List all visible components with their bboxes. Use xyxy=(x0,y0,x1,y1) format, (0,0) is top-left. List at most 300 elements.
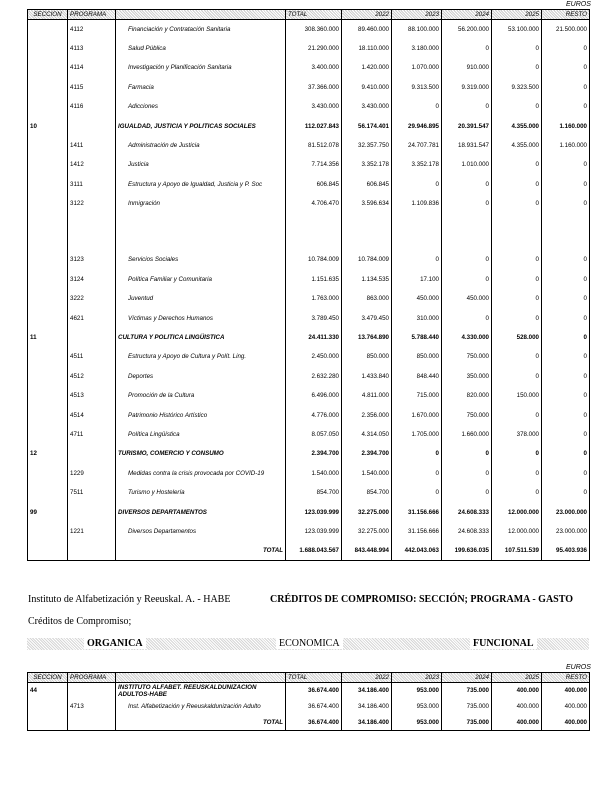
value-y2022: 13.764.890 xyxy=(342,328,392,347)
total-y2024: 735.000 xyxy=(442,715,492,731)
value-y2022: 2.356.000 xyxy=(342,405,392,424)
section-code xyxy=(28,39,68,58)
program-code: 3222 xyxy=(68,289,116,308)
value-y2022: 1.134.535 xyxy=(342,270,392,289)
value-total: 3.789.450 xyxy=(286,308,342,327)
section-name: IGUALDAD, JUSTICIA Y POLITICAS SOCIALES xyxy=(116,116,286,135)
value-y2025: 0 xyxy=(492,367,542,386)
program-code: 1411 xyxy=(68,136,116,155)
total-y2024: 199.636.035 xyxy=(442,541,492,560)
program-row xyxy=(28,699,590,715)
section-code xyxy=(28,20,68,39)
section-row xyxy=(28,502,590,521)
value-y2024: 0 xyxy=(442,270,492,289)
value-y2025: 150.000 xyxy=(492,386,542,405)
value-resto: 0 xyxy=(542,425,590,444)
section-code xyxy=(28,425,68,444)
section-code: 99 xyxy=(28,502,68,521)
program-code xyxy=(68,502,116,521)
program-row xyxy=(28,425,590,444)
program-row xyxy=(28,405,590,424)
value-y2022: 1.420.000 xyxy=(342,58,392,77)
value-y2023: 3.352.178 xyxy=(392,155,442,174)
value-y2024: 1.660.000 xyxy=(442,425,492,444)
program-code xyxy=(68,328,116,347)
section-name: DIVERSOS DEPARTAMENTOS xyxy=(116,502,286,521)
header-blank xyxy=(116,673,286,683)
value-y2024: 0 xyxy=(442,308,492,327)
program-row xyxy=(28,39,590,58)
value-resto: 400.000 xyxy=(542,683,590,699)
value-y2024: 9.319.000 xyxy=(442,78,492,97)
total-cell-sec xyxy=(28,715,68,731)
spacer-row xyxy=(28,213,590,250)
value-y2023: 0 xyxy=(392,250,442,269)
value-y2023: 450.000 xyxy=(392,289,442,308)
program-row xyxy=(28,175,590,194)
band-funcional: FUNCIONAL xyxy=(470,638,537,649)
value-y2024: 0 xyxy=(442,464,492,483)
program-row xyxy=(28,194,590,213)
value-resto: 0 xyxy=(542,250,590,269)
header-2023: 2023 xyxy=(392,673,442,683)
value-resto: 0 xyxy=(542,444,590,463)
total-y2022: 843.448.994 xyxy=(342,541,392,560)
program-row xyxy=(28,20,590,39)
value-y2023: 310.000 xyxy=(392,308,442,327)
value-resto: 23.000.000 xyxy=(542,502,590,521)
program-name: Farmacia xyxy=(116,78,286,97)
section-code xyxy=(28,464,68,483)
header-2025: 2025 xyxy=(492,10,542,20)
value-resto: 1.160.000 xyxy=(542,116,590,135)
program-name: Patrimonio Histórico Artístico xyxy=(116,405,286,424)
program-code: 1412 xyxy=(68,155,116,174)
value-y2025: 400.000 xyxy=(492,683,542,699)
program-name: Salud Pública xyxy=(116,39,286,58)
program-code: 1229 xyxy=(68,464,116,483)
header-2023: 2023 xyxy=(392,10,442,20)
value-y2022: 89.460.000 xyxy=(342,20,392,39)
program-name: Deportes xyxy=(116,367,286,386)
program-code: 4112 xyxy=(68,20,116,39)
program-code: 4114 xyxy=(68,58,116,77)
program-code: 4115 xyxy=(68,78,116,97)
total-resto: 400.000 xyxy=(542,715,590,731)
value-total: 123.039.999 xyxy=(286,522,342,541)
value-total: 4.706.470 xyxy=(286,194,342,213)
total-resto: 95.403.936 xyxy=(542,541,590,560)
value-y2022: 3.352.178 xyxy=(342,155,392,174)
credits-table-habe xyxy=(27,672,590,731)
band-organica: ORGANICA xyxy=(84,638,146,649)
program-code: 4713 xyxy=(68,699,116,715)
value-total: 2.450.000 xyxy=(286,347,342,366)
value-y2024: 4.330.000 xyxy=(442,328,492,347)
section-code xyxy=(28,347,68,366)
value-y2023: 31.156.666 xyxy=(392,522,442,541)
value-y2022: 56.174.401 xyxy=(342,116,392,135)
section-code xyxy=(28,270,68,289)
program-row xyxy=(28,250,590,269)
program-row xyxy=(28,367,590,386)
value-y2023: 17.100 xyxy=(392,270,442,289)
program-code: 4116 xyxy=(68,97,116,116)
value-y2024: 24.608.333 xyxy=(442,522,492,541)
section-name: TURISMO, COMERCIO Y CONSUMO xyxy=(116,444,286,463)
value-y2022: 4.314.050 xyxy=(342,425,392,444)
value-y2024: 0 xyxy=(442,444,492,463)
program-code: 4513 xyxy=(68,386,116,405)
total-label: TOTAL xyxy=(116,715,286,731)
total-cell-sec xyxy=(28,541,68,560)
section-code xyxy=(28,367,68,386)
value-y2023: 848.440 xyxy=(392,367,442,386)
total-row xyxy=(28,715,590,731)
value-y2025: 528.000 xyxy=(492,328,542,347)
program-row xyxy=(28,386,590,405)
value-y2023: 5.788.440 xyxy=(392,328,442,347)
value-y2024: 0 xyxy=(442,97,492,116)
value-resto: 0 xyxy=(542,97,590,116)
section-code xyxy=(28,155,68,174)
value-y2023: 953.000 xyxy=(392,699,442,715)
value-y2025: 12.000.000 xyxy=(492,502,542,521)
program-name: Estructura y Apoyo de Cultura y Polít. Ling. xyxy=(116,347,286,366)
section-name: INSTITUTO ALFABET. REEUSKALDUNIZACION ADULTOS-HABE xyxy=(116,683,286,699)
program-name: Servicios Sociales xyxy=(116,250,286,269)
header-2022: 2022 xyxy=(342,673,392,683)
value-y2025: 0 xyxy=(492,347,542,366)
value-resto: 0 xyxy=(542,194,590,213)
value-resto: 0 xyxy=(542,405,590,424)
value-total: 4.776.000 xyxy=(286,405,342,424)
program-name: Administración de Justicia xyxy=(116,136,286,155)
value-total: 7.714.356 xyxy=(286,155,342,174)
program-row xyxy=(28,136,590,155)
value-y2022: 32.275.000 xyxy=(342,502,392,521)
value-resto: 0 xyxy=(542,483,590,502)
value-y2023: 3.180.000 xyxy=(392,39,442,58)
value-total: 112.027.843 xyxy=(286,116,342,135)
value-y2024: 1.010.000 xyxy=(442,155,492,174)
value-y2025: 4.355.000 xyxy=(492,136,542,155)
value-y2023: 9.313.500 xyxy=(392,78,442,97)
value-y2025: 0 xyxy=(492,250,542,269)
program-code: 7511 xyxy=(68,483,116,502)
program-row xyxy=(28,483,590,502)
value-total: 6.496.000 xyxy=(286,386,342,405)
program-name: Justicia xyxy=(116,155,286,174)
band-economica: ECONOMICA xyxy=(276,638,343,649)
program-code: 1221 xyxy=(68,522,116,541)
value-total: 81.512.078 xyxy=(286,136,342,155)
euros-label-2: EUROS xyxy=(566,664,591,671)
section-code xyxy=(28,483,68,502)
value-y2022: 3.479.450 xyxy=(342,308,392,327)
value-y2025: 4.355.000 xyxy=(492,116,542,135)
value-resto: 0 xyxy=(542,386,590,405)
header-2024: 2024 xyxy=(442,673,492,683)
header-resto: RESTO xyxy=(542,10,590,20)
value-resto: 0 xyxy=(542,464,590,483)
section-row xyxy=(28,444,590,463)
program-row xyxy=(28,78,590,97)
program-name: Víctimas y Derechos Humanos xyxy=(116,308,286,327)
value-y2025: 12.000.000 xyxy=(492,522,542,541)
value-y2025: 0 xyxy=(492,175,542,194)
program-code: 4621 xyxy=(68,308,116,327)
value-y2024: 910.000 xyxy=(442,58,492,77)
value-y2024: 24.608.333 xyxy=(442,502,492,521)
value-y2024: 350.000 xyxy=(442,367,492,386)
value-y2024: 20.391.547 xyxy=(442,116,492,135)
program-code xyxy=(68,683,116,699)
value-y2023: 953.000 xyxy=(392,683,442,699)
value-y2025: 9.323.500 xyxy=(492,78,542,97)
section-row xyxy=(28,116,590,135)
value-total: 21.290.000 xyxy=(286,39,342,58)
section-row xyxy=(28,683,590,699)
total-total: 1.688.043.567 xyxy=(286,541,342,560)
credits-table-main xyxy=(27,9,590,561)
program-name: Turismo y Hostelería xyxy=(116,483,286,502)
value-y2022: 1.540.000 xyxy=(342,464,392,483)
value-y2022: 2.394.700 xyxy=(342,444,392,463)
value-y2025: 0 xyxy=(492,58,542,77)
value-y2024: 0 xyxy=(442,194,492,213)
value-y2025: 0 xyxy=(492,39,542,58)
program-name: Adicciones xyxy=(116,97,286,116)
value-total: 3.430.000 xyxy=(286,97,342,116)
value-resto: 0 xyxy=(542,155,590,174)
institute-name: Instituto de Alfabetización y Reeuskal. A. - HABE xyxy=(28,594,231,605)
spacer-cell xyxy=(286,213,342,250)
value-y2023: 1.109.836 xyxy=(392,194,442,213)
program-name: Inmigración xyxy=(116,194,286,213)
total-y2025: 400.000 xyxy=(492,715,542,731)
value-y2024: 450.000 xyxy=(442,289,492,308)
value-resto: 0 xyxy=(542,367,590,386)
euros-label: EUROS xyxy=(566,1,591,8)
value-y2022: 4.811.000 xyxy=(342,386,392,405)
value-total: 36.674.400 xyxy=(286,683,342,699)
value-y2025: 400.000 xyxy=(492,699,542,715)
section-code xyxy=(28,289,68,308)
spacer-cell xyxy=(28,213,68,250)
value-y2023: 1.670.000 xyxy=(392,405,442,424)
total-cell-prog xyxy=(68,541,116,560)
value-y2022: 3.596.634 xyxy=(342,194,392,213)
section-code: 10 xyxy=(28,116,68,135)
value-resto: 0 xyxy=(542,328,590,347)
total-cell-prog xyxy=(68,715,116,731)
section-code xyxy=(28,58,68,77)
program-code: 4512 xyxy=(68,367,116,386)
value-resto: 0 xyxy=(542,270,590,289)
value-total: 123.039.999 xyxy=(286,502,342,521)
value-total: 2.632.280 xyxy=(286,367,342,386)
value-y2022: 854.700 xyxy=(342,483,392,502)
header-2025: 2025 xyxy=(492,673,542,683)
section-code xyxy=(28,308,68,327)
program-row xyxy=(28,289,590,308)
value-y2024: 750.000 xyxy=(442,347,492,366)
header-2024: 2024 xyxy=(442,10,492,20)
value-y2024: 0 xyxy=(442,250,492,269)
program-row xyxy=(28,58,590,77)
value-total: 36.674.400 xyxy=(286,699,342,715)
header-2022: 2022 xyxy=(342,10,392,20)
credits-label: Créditos de Compromiso; xyxy=(28,616,132,627)
value-total: 8.057.050 xyxy=(286,425,342,444)
total-row xyxy=(28,541,590,560)
value-y2025: 0 xyxy=(492,405,542,424)
program-row xyxy=(28,97,590,116)
program-name: Estructura y Apoyo de Igualdad, Justicia y P. Soc xyxy=(116,175,286,194)
program-name: Diversos Departamentos xyxy=(116,522,286,541)
value-y2025: 53.100.000 xyxy=(492,20,542,39)
value-y2023: 88.100.000 xyxy=(392,20,442,39)
total-y2023: 953.000 xyxy=(392,715,442,731)
program-row xyxy=(28,464,590,483)
value-resto: 0 xyxy=(542,39,590,58)
header-total: TOTAL xyxy=(286,673,342,683)
section-code xyxy=(28,386,68,405)
header-blank xyxy=(116,10,286,20)
section-row xyxy=(28,328,590,347)
program-name: Política Lingüística xyxy=(116,425,286,444)
value-y2024: 0 xyxy=(442,39,492,58)
section-code xyxy=(28,175,68,194)
program-name: Política Familiar y Comunitaria xyxy=(116,270,286,289)
spacer-cell xyxy=(342,213,392,250)
spacer-cell xyxy=(542,213,590,250)
section-code xyxy=(28,522,68,541)
program-code xyxy=(68,444,116,463)
value-y2025: 0 xyxy=(492,289,542,308)
program-row xyxy=(28,155,590,174)
value-total: 1.540.000 xyxy=(286,464,342,483)
value-y2022: 863.000 xyxy=(342,289,392,308)
section-code xyxy=(28,136,68,155)
header-seccion: SECCION xyxy=(28,673,68,683)
value-resto: 0 xyxy=(542,289,590,308)
header-row xyxy=(28,673,590,683)
value-total: 308.360.000 xyxy=(286,20,342,39)
value-total: 37.366.000 xyxy=(286,78,342,97)
value-y2022: 32.275.000 xyxy=(342,522,392,541)
value-y2025: 0 xyxy=(492,483,542,502)
program-code: 4514 xyxy=(68,405,116,424)
program-row xyxy=(28,270,590,289)
header-total: TOTAL xyxy=(286,10,342,20)
value-resto: 1.160.000 xyxy=(542,136,590,155)
value-y2023: 24.707.781 xyxy=(392,136,442,155)
value-resto: 21.500.000 xyxy=(542,20,590,39)
section-code: 11 xyxy=(28,328,68,347)
program-name: Juventud xyxy=(116,289,286,308)
program-code: 3124 xyxy=(68,270,116,289)
value-y2022: 9.410.000 xyxy=(342,78,392,97)
total-total: 36.674.400 xyxy=(286,715,342,731)
value-total: 606.845 xyxy=(286,175,342,194)
value-y2025: 0 xyxy=(492,155,542,174)
value-total: 3.400.000 xyxy=(286,58,342,77)
program-code: 3123 xyxy=(68,250,116,269)
value-y2025: 0 xyxy=(492,444,542,463)
spacer-cell xyxy=(442,213,492,250)
value-total: 2.394.700 xyxy=(286,444,342,463)
section-code xyxy=(28,78,68,97)
value-total: 1.763.000 xyxy=(286,289,342,308)
value-y2022: 1.433.840 xyxy=(342,367,392,386)
header-programa: PROGRAMA xyxy=(68,673,116,683)
value-y2022: 606.845 xyxy=(342,175,392,194)
value-y2024: 18.931.547 xyxy=(442,136,492,155)
program-name: Promoción de la Cultura xyxy=(116,386,286,405)
value-total: 24.411.330 xyxy=(286,328,342,347)
value-y2024: 0 xyxy=(442,483,492,502)
total-y2023: 442.043.063 xyxy=(392,541,442,560)
value-y2025: 0 xyxy=(492,464,542,483)
program-name: Inst. Alfabetización y Reeuskaldunización Adulto xyxy=(116,699,286,715)
value-resto: 0 xyxy=(542,78,590,97)
value-y2023: 0 xyxy=(392,464,442,483)
program-name: Financiación y Contratación Sanitaria xyxy=(116,20,286,39)
value-y2023: 0 xyxy=(392,483,442,502)
value-total: 854.700 xyxy=(286,483,342,502)
value-y2025: 0 xyxy=(492,97,542,116)
value-y2022: 10.784.009 xyxy=(342,250,392,269)
value-y2025: 378.000 xyxy=(492,425,542,444)
section-name: CULTURA Y POLITICA LINGÜISTICA xyxy=(116,328,286,347)
section-code xyxy=(28,699,68,715)
value-y2025: 0 xyxy=(492,194,542,213)
value-total: 10.784.009 xyxy=(286,250,342,269)
value-y2025: 0 xyxy=(492,308,542,327)
total-label: TOTAL xyxy=(116,541,286,560)
header-programa: PROGRAMA xyxy=(68,10,116,20)
value-resto: 0 xyxy=(542,308,590,327)
value-y2024: 735.000 xyxy=(442,683,492,699)
value-y2022: 18.110.000 xyxy=(342,39,392,58)
value-y2022: 32.357.750 xyxy=(342,136,392,155)
value-y2024: 820.000 xyxy=(442,386,492,405)
program-name: Investigación y Planificación Sanitaria xyxy=(116,58,286,77)
program-code: 3111 xyxy=(68,175,116,194)
spacer-cell xyxy=(68,213,116,250)
value-resto: 0 xyxy=(542,347,590,366)
value-y2022: 34.186.400 xyxy=(342,699,392,715)
value-y2023: 850.000 xyxy=(392,347,442,366)
value-y2024: 56.200.000 xyxy=(442,20,492,39)
value-resto: 23.000.000 xyxy=(542,522,590,541)
value-y2024: 0 xyxy=(442,175,492,194)
program-code xyxy=(68,116,116,135)
program-name: Medidas contra la crisis provocada por COVID-19 xyxy=(116,464,286,483)
section-heading: CRÉDITOS DE COMPROMISO: SECCIÓN; PROGRAMA - GASTO xyxy=(270,594,573,605)
value-resto: 400.000 xyxy=(542,699,590,715)
program-code: 3122 xyxy=(68,194,116,213)
program-row xyxy=(28,522,590,541)
section-code: 44 xyxy=(28,683,68,699)
total-y2022: 34.186.400 xyxy=(342,715,392,731)
program-row xyxy=(28,308,590,327)
value-y2023: 31.156.666 xyxy=(392,502,442,521)
spacer-cell xyxy=(116,213,286,250)
value-y2023: 29.946.895 xyxy=(392,116,442,135)
